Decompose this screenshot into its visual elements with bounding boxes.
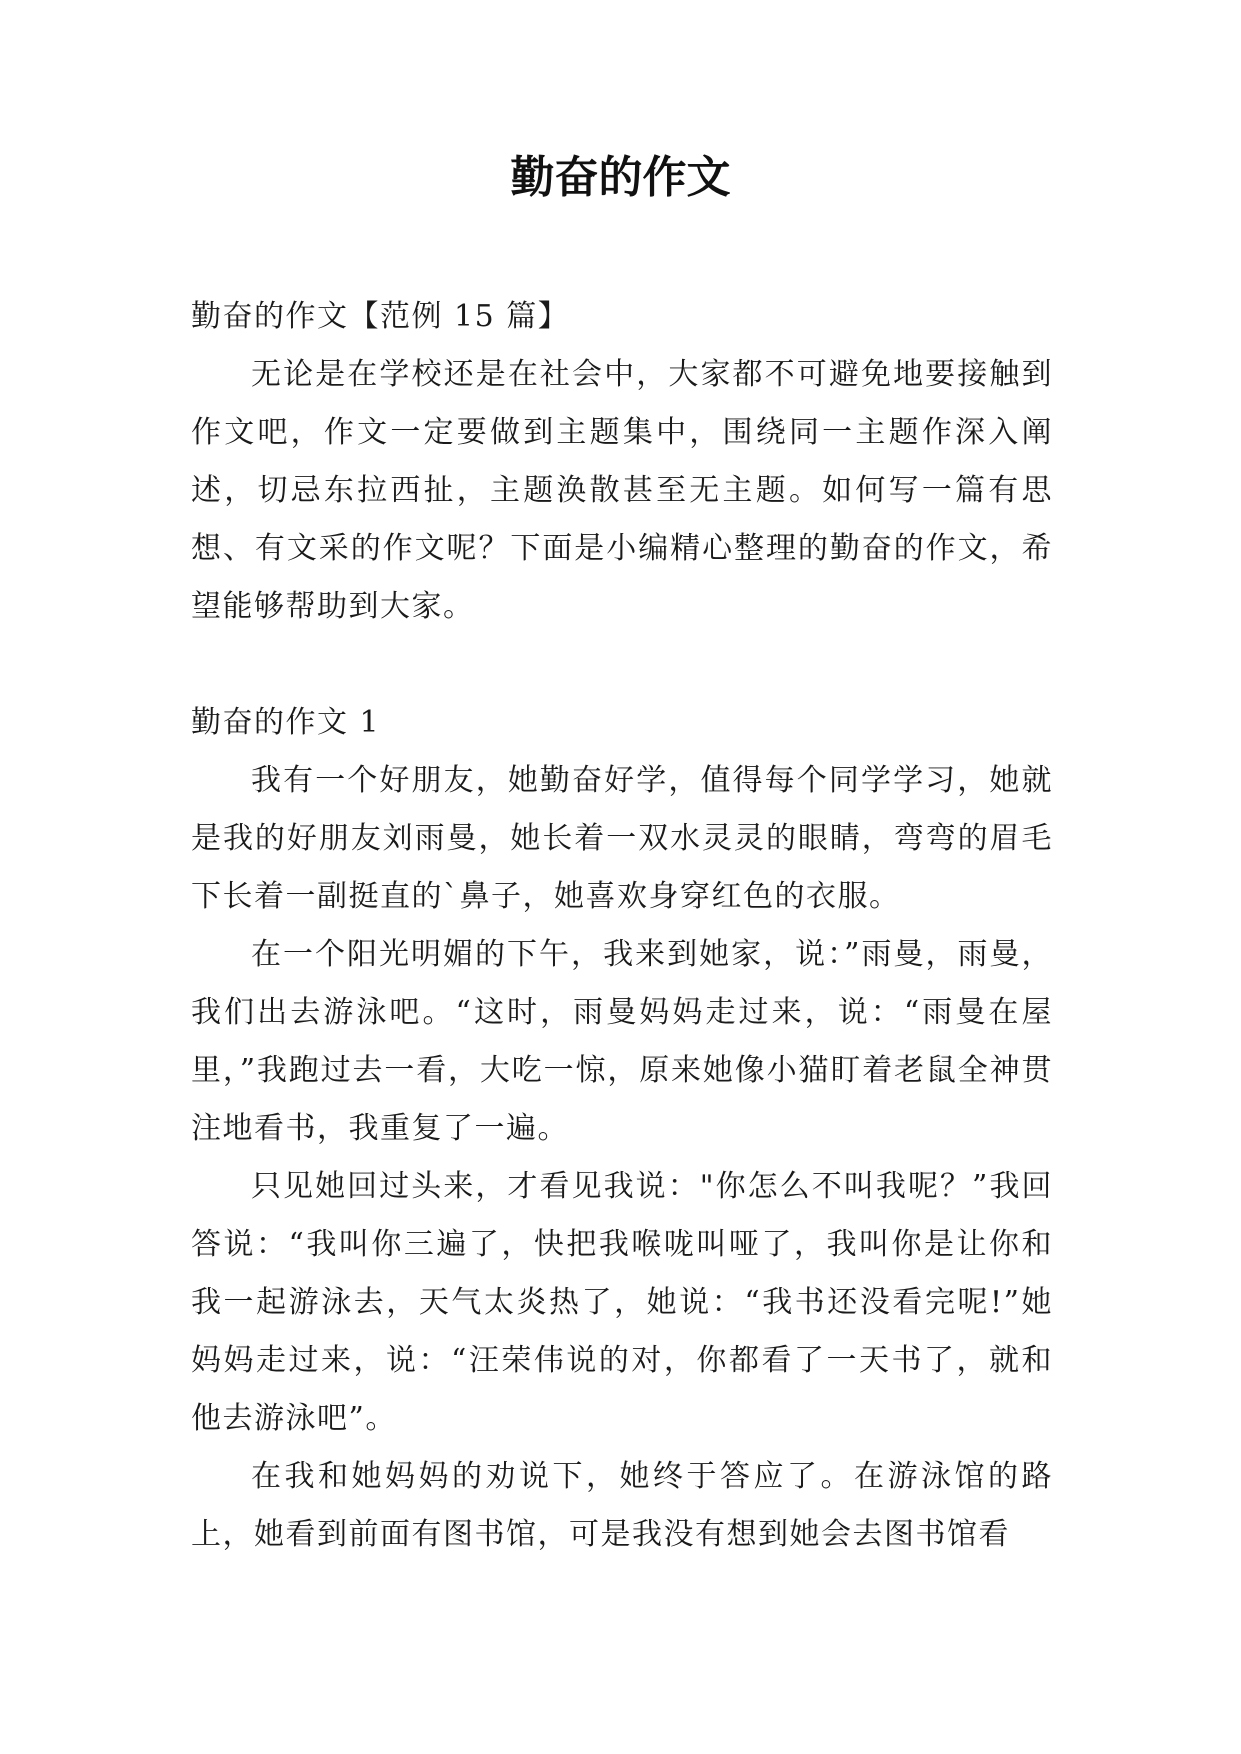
body-paragraph: 只见她回过头来，才看见我说："你怎么不叫我呢？”我回答说：“我叫你三遍了，快把我喉咙叫哑了，我叫你是让你和我一起游泳去，天气太炎热了，她说：“我书还没看完呢!”她妈妈走过来，说：“汪荣伟说的对，你都看了一天书了，就和他去游泳吧”。	[191, 1169, 1053, 1436]
intro-paragraph: 无论是在学校还是在社会中，大家都不可避免地要接触到作文吧，作文一定要做到主题集中，围绕同一主题作深入阐述，切忌东拉西扯，主题涣散甚至无主题。如何写一篇有思想、有文采的作文呢？下面是小编精心整理的勤奋的作文，希望能够帮助到大家。	[191, 357, 1053, 624]
body-paragraph: 在一个阳光明媚的下午，我来到她家，说：”雨曼，雨曼，我们出去游泳吧。“这时，雨曼妈妈走过来，说：“雨曼在屋里，”我跑过去一看，大吃一惊，原来她像小猫盯着老鼠全神贯注地看书，我重复了一遍。	[191, 937, 1053, 1146]
body-paragraph: 我有一个好朋友，她勤奋好学，值得每个同学学习，她就是我的好朋友刘雨曼，她长着一双水灵灵的眼睛，弯弯的眉毛下长着一副挺直的`鼻子，她喜欢身穿红色的衣服。	[191, 763, 1053, 914]
body-paragraph: 在我和她妈妈的劝说下，她终于答应了。在游泳馆的路上，她看到前面有图书馆，可是我没有想到她会去图书馆看	[191, 1459, 1053, 1552]
page-title: 勤奋的作文	[510, 152, 731, 203]
collection-subtitle: 勤奋的作文【范例 15 篇】	[191, 299, 570, 334]
section-heading: 勤奋的作文 1	[191, 705, 381, 740]
document-body	[191, 288, 1053, 1564]
section-gap	[191, 636, 1053, 694]
